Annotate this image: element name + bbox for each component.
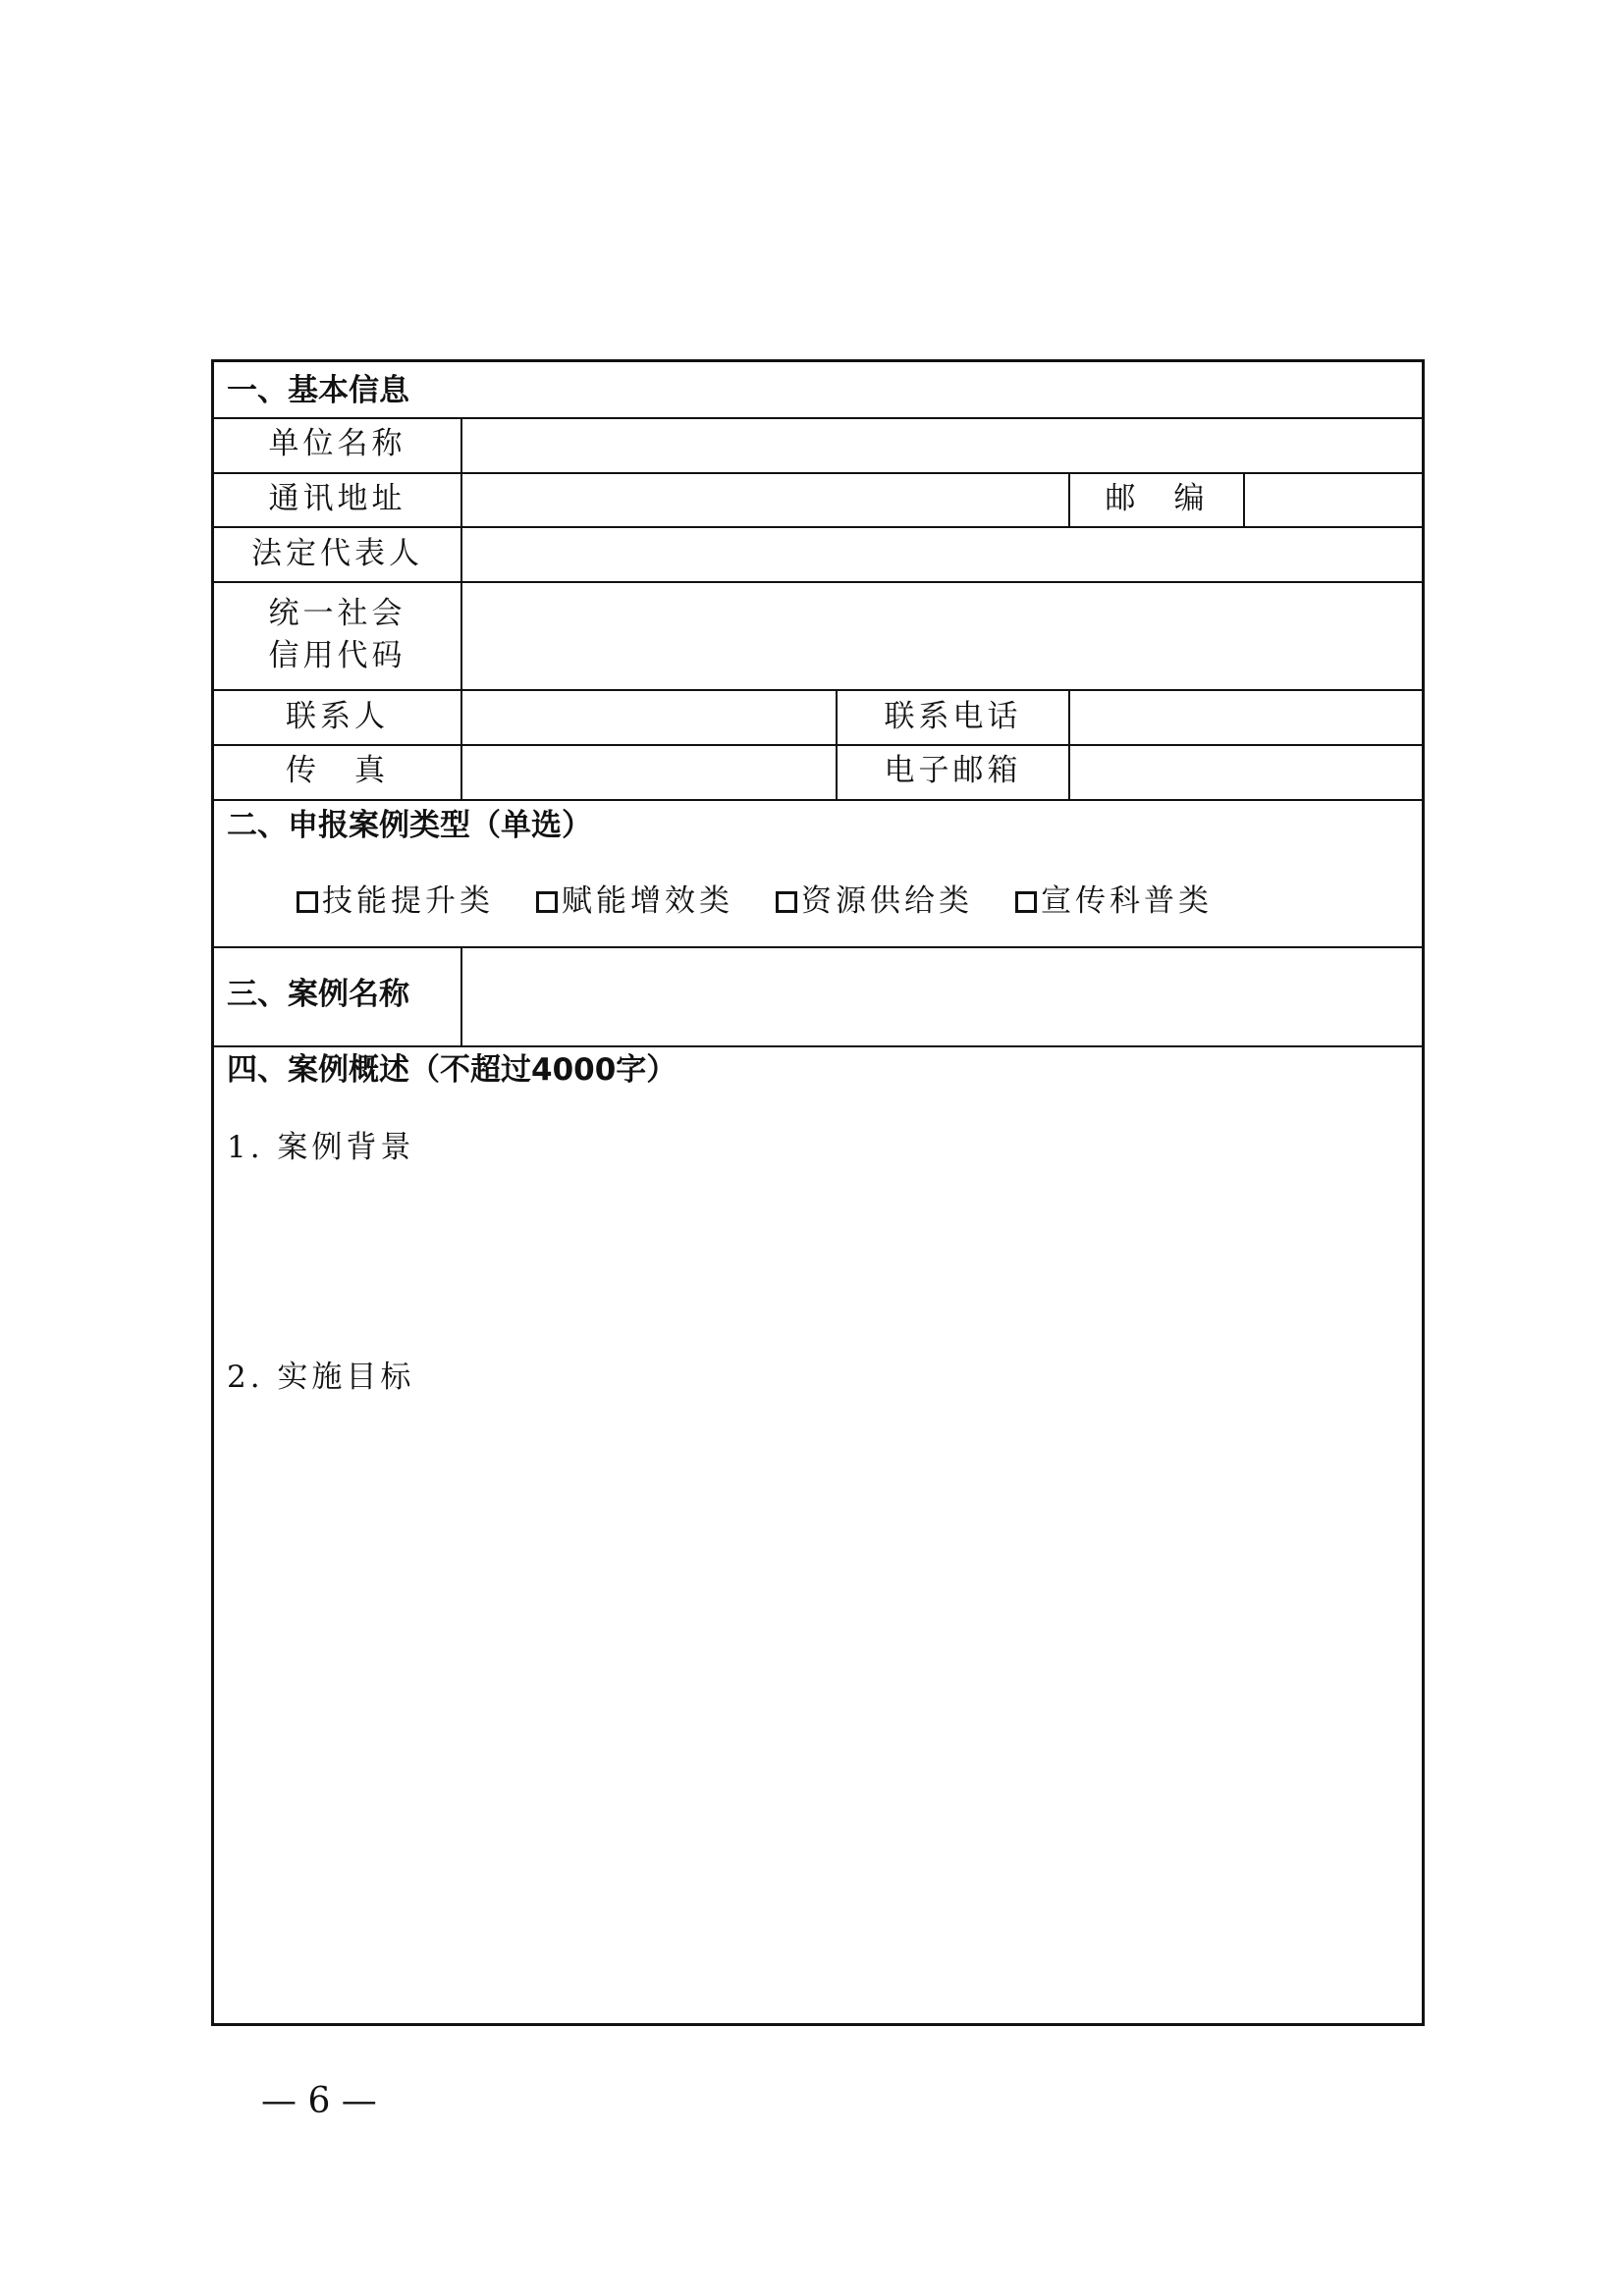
address-field[interactable] bbox=[462, 474, 1067, 525]
case-type-option-publicity[interactable]: 宣传科普类 bbox=[1015, 886, 1213, 917]
label-fax: 传 真 bbox=[286, 753, 389, 788]
fax-field[interactable] bbox=[462, 746, 835, 797]
label-unit-name: 单位名称 bbox=[268, 426, 406, 461]
legal-rep-field[interactable] bbox=[462, 528, 1423, 579]
email-field[interactable] bbox=[1070, 746, 1422, 797]
section-basic-info-title: 一、基本信息 bbox=[227, 373, 409, 408]
label-credit-code-line2: 信用代码 bbox=[268, 638, 406, 673]
application-form bbox=[211, 359, 1425, 2026]
item-case-background: 1. 案例背景 bbox=[227, 1130, 415, 1165]
label-credit-code-line1: 统一社会 bbox=[268, 596, 406, 631]
checkbox-icon[interactable] bbox=[297, 891, 318, 913]
checkbox-icon[interactable] bbox=[1015, 891, 1037, 913]
row-divider bbox=[214, 1045, 1422, 1047]
label-contact-phone: 联系电话 bbox=[884, 699, 1022, 734]
label-contact-person: 联系人 bbox=[286, 699, 389, 734]
unit-name-field[interactable] bbox=[462, 419, 1423, 470]
row-divider bbox=[214, 799, 1422, 801]
label-postcode: 邮 编 bbox=[1105, 481, 1209, 516]
checkbox-icon[interactable] bbox=[536, 891, 558, 913]
label-address: 通讯地址 bbox=[268, 481, 406, 516]
label-legal-rep: 法定代表人 bbox=[251, 536, 423, 571]
section-case-overview-title: 四、案例概述（不超过4000字） bbox=[227, 1052, 677, 1088]
checkbox-icon[interactable] bbox=[776, 891, 797, 913]
case-name-field[interactable] bbox=[462, 948, 1423, 1044]
contact-phone-field[interactable] bbox=[1070, 691, 1422, 742]
section-case-type-title: 二、申报案例类型（单选） bbox=[227, 808, 592, 843]
case-type-option-empower[interactable]: 赋能增效类 bbox=[536, 886, 733, 917]
page-number: — 6 — bbox=[261, 2081, 377, 2121]
case-type-option-resource[interactable]: 资源供给类 bbox=[776, 886, 973, 917]
credit-code-field[interactable] bbox=[462, 583, 1423, 688]
contact-person-field[interactable] bbox=[462, 691, 835, 742]
case-type-option-skills[interactable]: 技能提升类 bbox=[297, 886, 494, 917]
postcode-field[interactable] bbox=[1245, 474, 1422, 525]
label-email: 电子邮箱 bbox=[884, 753, 1022, 788]
section-case-name-title: 三、案例名称 bbox=[227, 977, 409, 1012]
item-implementation-goal: 2. 实施目标 bbox=[227, 1360, 415, 1395]
case-overview-field[interactable] bbox=[214, 1108, 1422, 2023]
